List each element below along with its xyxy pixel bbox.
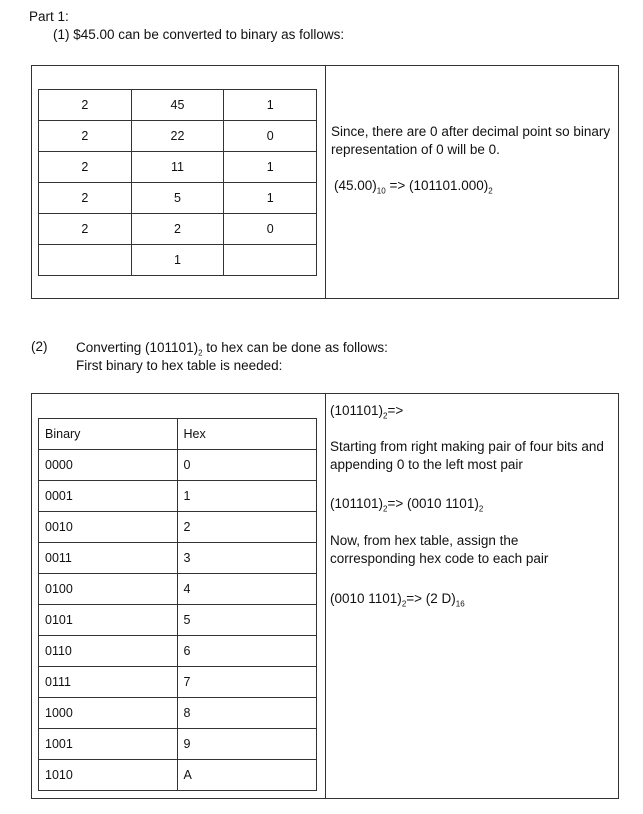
table-cell: 0111 bbox=[39, 667, 178, 698]
table-cell: 3 bbox=[177, 543, 316, 574]
q2-step3-a: (101101) bbox=[330, 496, 384, 511]
q2-step3-base-a: 2 bbox=[383, 504, 388, 514]
table-header-cell: Binary bbox=[39, 419, 178, 450]
table-cell: 6 bbox=[177, 636, 316, 667]
q2-intro-base: 2 bbox=[198, 348, 203, 358]
table-row bbox=[39, 512, 317, 543]
q2-step1 bbox=[330, 402, 403, 420]
q1-result-lhs-base: 10 bbox=[376, 186, 386, 196]
q2-step3 bbox=[330, 495, 483, 513]
table-cell: 0 bbox=[177, 450, 316, 481]
table-cell: 2 bbox=[177, 512, 316, 543]
table-row bbox=[39, 729, 317, 760]
q1-note: Since, there are 0 after decimal point so binary representation of 0 will be 0. bbox=[331, 124, 611, 157]
table-row bbox=[39, 636, 317, 667]
table-cell: 0101 bbox=[39, 605, 178, 636]
q2-intro-a: Converting (101101) bbox=[76, 340, 199, 355]
table-cell: 0 bbox=[224, 121, 317, 152]
table-cell: A bbox=[177, 760, 316, 791]
q2-intro-b: to hex can be done as follows: bbox=[202, 340, 388, 355]
table-row bbox=[39, 183, 317, 214]
table-cell: 2 bbox=[39, 183, 132, 214]
table-row bbox=[39, 543, 317, 574]
q2-step3-base-b: 2 bbox=[478, 504, 484, 514]
q2-intro-line2: First binary to hex table is needed: bbox=[76, 358, 283, 373]
q1-result-lhs: (45.00) bbox=[334, 178, 377, 193]
table-header-cell: Hex bbox=[177, 419, 316, 450]
table-cell: 9 bbox=[177, 729, 316, 760]
table-cell: 5 bbox=[177, 605, 316, 636]
table-cell bbox=[224, 245, 317, 276]
table-cell: 1 bbox=[224, 90, 317, 121]
table-cell: 22 bbox=[131, 121, 224, 152]
table-cell: 0010 bbox=[39, 512, 178, 543]
table-cell: 1010 bbox=[39, 760, 178, 791]
q2-step5-b: => (2 D) bbox=[406, 591, 456, 606]
table-cell: 7 bbox=[177, 667, 316, 698]
table-cell bbox=[39, 245, 132, 276]
table-row bbox=[39, 450, 317, 481]
q2-step5-base-b: 16 bbox=[455, 599, 465, 609]
q2-step1-base: 2 bbox=[383, 411, 388, 421]
q2-step5 bbox=[330, 590, 465, 608]
binary-hex-table bbox=[38, 418, 317, 791]
table-row bbox=[39, 481, 317, 512]
table-cell: 0011 bbox=[39, 543, 178, 574]
table-cell: 1 bbox=[177, 481, 316, 512]
q2-step5-base-a: 2 bbox=[401, 599, 407, 609]
table-row bbox=[39, 90, 317, 121]
table-cell: 0110 bbox=[39, 636, 178, 667]
q1-result-arrow: => bbox=[385, 178, 409, 193]
table-row bbox=[39, 214, 317, 245]
table-cell: 5 bbox=[131, 183, 224, 214]
q2-step3-b: => (0010 1101) bbox=[387, 496, 479, 511]
table-row bbox=[39, 605, 317, 636]
q1-divider bbox=[325, 66, 326, 298]
q2-step2: Starting from right making pair of four bits and appending 0 to the left most pair bbox=[330, 439, 604, 472]
q1-intro: (1) $45.00 can be converted to binary as follows: bbox=[53, 27, 345, 42]
table-cell: 2 bbox=[39, 214, 132, 245]
table-row bbox=[39, 667, 317, 698]
table-cell: 0001 bbox=[39, 481, 178, 512]
table-cell: 4 bbox=[177, 574, 316, 605]
q2-step5-a: (0010 1101) bbox=[330, 591, 402, 606]
table-cell: 45 bbox=[131, 90, 224, 121]
table-row bbox=[39, 574, 317, 605]
q1-result-rhs: (101101.000) bbox=[408, 178, 489, 193]
table-row bbox=[39, 121, 317, 152]
q2-intro bbox=[76, 339, 388, 375]
table-row bbox=[39, 152, 317, 183]
q2-number: (2) bbox=[31, 339, 48, 354]
q2-step1-b: => bbox=[387, 403, 404, 418]
table-row bbox=[39, 760, 317, 791]
table-cell: 2 bbox=[131, 214, 224, 245]
table-cell: 8 bbox=[177, 698, 316, 729]
q2-step1-a: (101101) bbox=[330, 403, 384, 418]
table-row bbox=[39, 245, 317, 276]
table-cell: 2 bbox=[39, 121, 132, 152]
q2-divider bbox=[325, 394, 326, 798]
table-cell: 1 bbox=[224, 152, 317, 183]
table-cell: 11 bbox=[131, 152, 224, 183]
table-cell: 0000 bbox=[39, 450, 178, 481]
q1-result bbox=[334, 177, 493, 195]
part-heading: Part 1: bbox=[29, 9, 69, 24]
binary-division-table bbox=[38, 89, 317, 276]
table-cell: 2 bbox=[39, 152, 132, 183]
table-cell: 0100 bbox=[39, 574, 178, 605]
table-cell: 1000 bbox=[39, 698, 178, 729]
table-cell: 0 bbox=[224, 214, 317, 245]
table-cell: 1 bbox=[131, 245, 224, 276]
q1-result-rhs-base: 2 bbox=[488, 186, 493, 196]
table-row bbox=[39, 698, 317, 729]
table-cell: 1 bbox=[224, 183, 317, 214]
table-header-row bbox=[39, 419, 317, 450]
table-cell: 2 bbox=[39, 90, 132, 121]
table-cell: 1001 bbox=[39, 729, 178, 760]
q2-step4: Now, from hex table, assign the corresponding hex code to each pair bbox=[330, 533, 549, 566]
